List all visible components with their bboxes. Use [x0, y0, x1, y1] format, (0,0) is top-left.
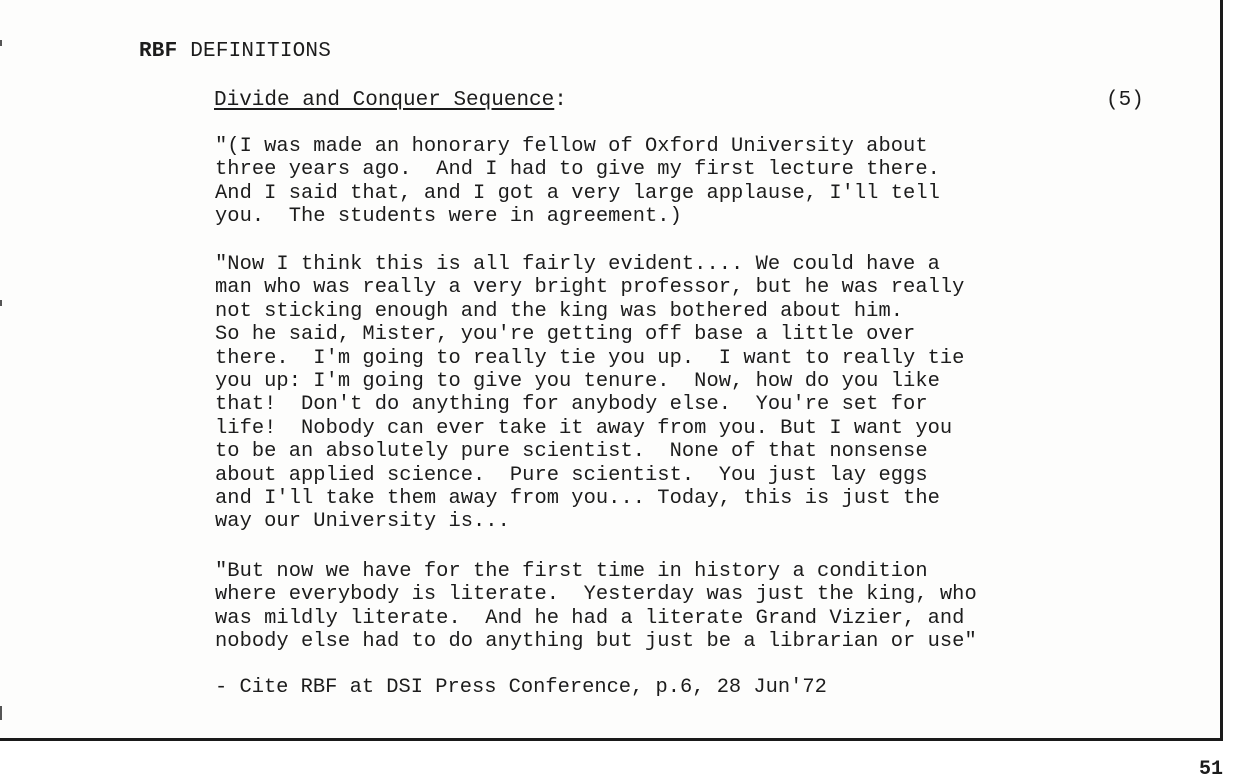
entry-term: Divide and Conquer Sequence: [214, 89, 555, 112]
entry-heading: [214, 89, 567, 112]
quote-paragraph: "Now I think this is all fairly evident.... We could have a man who was really a very bright professor, but he was really not sticking enough and the king was bothered about him. So he said, Mister, you're getting off base a little over there. I'm going to really tie you up. I want to really tie you up: I'm going to give you tenure. Now, how do you like that! Don't do anything for anybody else. You're set for life! Nobody can ever take it away from you. But I want you to be an absolutely pure scientist. None of that nonsense about applied science. Pure scientist. You just lay eggs and I'll take them away from you... Today, this is just the way our University is...: [215, 253, 965, 534]
edge-mark: [0, 300, 2, 306]
page-number: 51: [1199, 758, 1224, 781]
entry-term-suffix: :: [554, 89, 567, 112]
header-prefix: RBF: [139, 40, 178, 63]
page-header: [139, 40, 331, 63]
edge-mark: [0, 706, 2, 720]
quote-paragraph: "(I was made an honorary fellow of Oxford University about three years ago. And I had to give my first lecture there. And I said that, and I got a very large applause, I'll tell you. The students were in agreement.): [215, 135, 940, 229]
citation: - Cite RBF at DSI Press Conference, p.6, 28 Jun'72: [215, 676, 827, 699]
header-title: DEFINITIONS: [190, 40, 332, 63]
entry-number: (5): [1106, 89, 1144, 112]
edge-mark: [0, 40, 2, 46]
quote-paragraph: "But now we have for the first time in history a condition where everybody is literate. Yesterday was just the king, who was mildly literate. And he had a literate Grand Vizier, and nobody else had to do anything but just be a librarian or use": [215, 560, 977, 654]
